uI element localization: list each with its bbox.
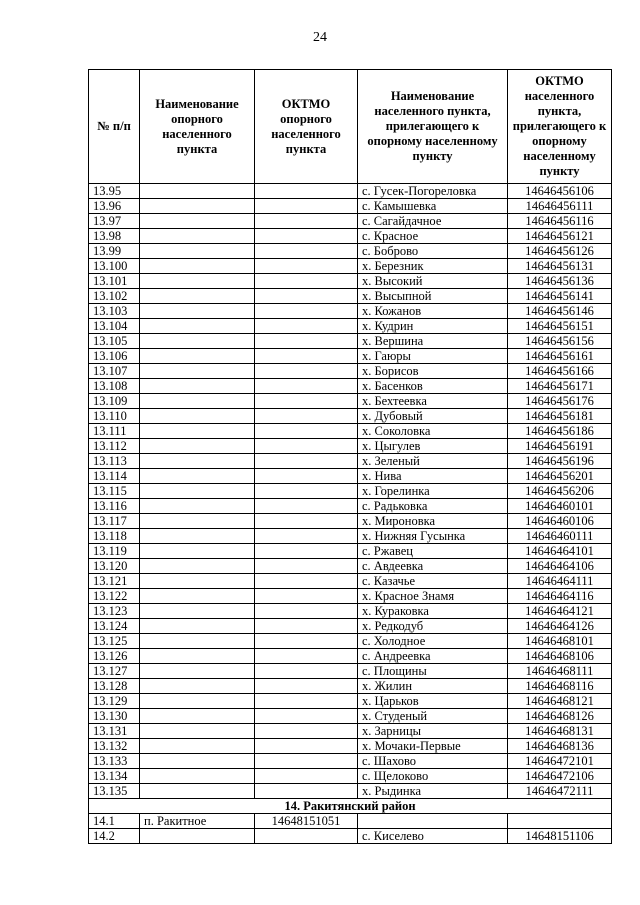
base-settlement [140,634,255,649]
base-settlement [140,469,255,484]
row-number: 13.112 [89,439,140,454]
base-settlement [140,304,255,319]
base-settlement [140,769,255,784]
base-settlement [140,259,255,274]
base-oktmo [255,364,358,379]
table-row [89,199,612,214]
adjacent-settlement: х. Бехтеевка [358,394,508,409]
adjacent-oktmo: 14646456146 [508,304,612,319]
adjacent-oktmo: 14646456191 [508,439,612,454]
adjacent-oktmo: 14646456136 [508,274,612,289]
base-settlement [140,394,255,409]
table-row [89,214,612,229]
row-number: 13.130 [89,709,140,724]
base-settlement [140,709,255,724]
table-row [89,619,612,634]
adjacent-oktmo: 14646456176 [508,394,612,409]
base-oktmo [255,559,358,574]
base-settlement [140,199,255,214]
row-number: 13.102 [89,289,140,304]
header-number: № п/п [89,70,140,184]
row-number: 13.113 [89,454,140,469]
adjacent-settlement: х. Басенков [358,379,508,394]
table-row [89,604,612,619]
base-settlement [140,409,255,424]
base-oktmo [255,784,358,799]
base-settlement [140,184,255,199]
adjacent-settlement: х. Царьков [358,694,508,709]
row-number: 13.107 [89,364,140,379]
base-oktmo [255,244,358,259]
row-number: 13.108 [89,379,140,394]
adjacent-oktmo: 14646456121 [508,229,612,244]
base-settlement [140,649,255,664]
adjacent-oktmo: 14646472111 [508,784,612,799]
table-row [89,664,612,679]
base-oktmo [255,724,358,739]
adjacent-oktmo: 14646464116 [508,589,612,604]
row-number: 13.126 [89,649,140,664]
header-adjacent-oktmo: ОКТМО населенного пункта, прилегающего к опорному населенному пункту [508,70,612,184]
table-row [89,724,612,739]
table-row [89,304,612,319]
table-row [89,229,612,244]
adjacent-settlement: с. Авдеевка [358,559,508,574]
adjacent-settlement: х. Мочаки-Первые [358,739,508,754]
row-number: 13.105 [89,334,140,349]
adjacent-oktmo: 14646468131 [508,724,612,739]
adjacent-settlement: с. Сагайдачное [358,214,508,229]
base-oktmo [255,214,358,229]
base-oktmo [255,334,358,349]
adjacent-settlement: х. Соколовка [358,424,508,439]
row-number: 13.115 [89,484,140,499]
base-settlement [140,229,255,244]
adjacent-oktmo: 14646456186 [508,424,612,439]
adjacent-settlement: х. Гаюры [358,349,508,364]
table-row [89,754,612,769]
adjacent-settlement: с. Андреевка [358,649,508,664]
row-number: 13.127 [89,664,140,679]
adjacent-oktmo: 14646456201 [508,469,612,484]
base-oktmo [255,769,358,784]
header-base-settlement: Наименование опорного населенного пункта [140,70,255,184]
base-settlement [140,829,255,844]
base-settlement [140,289,255,304]
adjacent-settlement: х. Зеленый [358,454,508,469]
base-oktmo [255,394,358,409]
row-number: 13.110 [89,409,140,424]
table-row [89,244,612,259]
row-number: 13.100 [89,259,140,274]
base-oktmo [255,454,358,469]
table-row [89,349,612,364]
base-settlement [140,379,255,394]
base-settlement [140,724,255,739]
base-settlement [140,349,255,364]
adjacent-oktmo: 14646456131 [508,259,612,274]
base-oktmo [255,514,358,529]
base-settlement [140,754,255,769]
table-row [89,529,612,544]
base-settlement [140,424,255,439]
table-row [89,424,612,439]
table-row [89,694,612,709]
row-number: 13.117 [89,514,140,529]
base-settlement [140,454,255,469]
base-oktmo [255,709,358,724]
row-number: 13.128 [89,679,140,694]
base-oktmo [255,379,358,394]
adjacent-settlement: х. Цыгулев [358,439,508,454]
base-oktmo [255,574,358,589]
adjacent-oktmo: 14646456166 [508,364,612,379]
row-number: 13.97 [89,214,140,229]
base-settlement [140,544,255,559]
row-number: 13.109 [89,394,140,409]
adjacent-oktmo: 14646464121 [508,604,612,619]
adjacent-oktmo: 14648151106 [508,829,612,844]
table-row [89,364,612,379]
row-number: 13.119 [89,544,140,559]
adjacent-settlement: с. Ржавец [358,544,508,559]
adjacent-settlement: х. Зарницы [358,724,508,739]
table-row [89,649,612,664]
row-number: 13.96 [89,199,140,214]
table-row [89,499,612,514]
base-settlement [140,664,255,679]
base-oktmo [255,649,358,664]
row-number: 13.101 [89,274,140,289]
row-number: 13.116 [89,499,140,514]
adjacent-settlement: с. Радьковка [358,499,508,514]
header-adjacent-settlement: Наименование населенного пункта, прилегающего к опорному населенному пункту [358,70,508,184]
row-number: 13.120 [89,559,140,574]
adjacent-settlement: х. Березник [358,259,508,274]
row-number: 13.124 [89,619,140,634]
base-oktmo [255,634,358,649]
base-settlement [140,784,255,799]
row-number: 13.129 [89,694,140,709]
row-number: 13.106 [89,349,140,364]
base-settlement [140,589,255,604]
adjacent-settlement: с. Площины [358,664,508,679]
table-row [89,784,612,799]
adjacent-oktmo: 14646464106 [508,559,612,574]
base-oktmo [255,439,358,454]
adjacent-settlement: х. Нижняя Гусынка [358,529,508,544]
adjacent-oktmo: 14646456141 [508,289,612,304]
table-row [89,484,612,499]
adjacent-settlement: с. Казачье [358,574,508,589]
adjacent-settlement: х. Рыдинка [358,784,508,799]
table-row [89,589,612,604]
row-number: 13.118 [89,529,140,544]
adjacent-settlement: х. Кожанов [358,304,508,319]
table-row [89,634,612,649]
table-row [89,814,612,829]
base-settlement [140,604,255,619]
row-number: 13.99 [89,244,140,259]
row-number: 13.134 [89,769,140,784]
base-oktmo [255,469,358,484]
base-oktmo [255,694,358,709]
adjacent-oktmo: 14646456206 [508,484,612,499]
adjacent-oktmo: 14646468136 [508,739,612,754]
base-oktmo [255,274,358,289]
base-settlement [140,619,255,634]
district-heading: 14. Ракитянский район [89,799,612,814]
row-number: 14.1 [89,814,140,829]
row-number: 13.125 [89,634,140,649]
row-number: 13.121 [89,574,140,589]
base-oktmo [255,424,358,439]
table-row [89,379,612,394]
adjacent-settlement: с. Холодное [358,634,508,649]
base-settlement [140,694,255,709]
district-heading-row [89,799,612,814]
adjacent-settlement: х. Кураковка [358,604,508,619]
base-oktmo [255,259,358,274]
adjacent-settlement: х. Горелинка [358,484,508,499]
base-oktmo [255,289,358,304]
base-settlement [140,514,255,529]
table-row [89,514,612,529]
adjacent-oktmo: 14646468126 [508,709,612,724]
adjacent-oktmo: 14646464126 [508,619,612,634]
table-row [89,454,612,469]
adjacent-oktmo: 14646464111 [508,574,612,589]
table-row [89,289,612,304]
table-header-row [89,70,612,184]
adjacent-oktmo: 14646468121 [508,694,612,709]
table-row [89,574,612,589]
row-number: 13.131 [89,724,140,739]
row-number: 13.104 [89,319,140,334]
adjacent-settlement: с. Киселево [358,829,508,844]
base-settlement [140,364,255,379]
adjacent-oktmo: 14646472106 [508,769,612,784]
adjacent-settlement: с. Камышевка [358,199,508,214]
adjacent-settlement: х. Вершина [358,334,508,349]
adjacent-settlement: х. Красное Знамя [358,589,508,604]
base-oktmo [255,619,358,634]
base-oktmo [255,229,358,244]
adjacent-oktmo: 14646456156 [508,334,612,349]
adjacent-settlement: х. Мироновка [358,514,508,529]
row-number: 14.2 [89,829,140,844]
base-oktmo [255,739,358,754]
adjacent-oktmo: 14646456126 [508,244,612,259]
table-row [89,439,612,454]
base-oktmo [255,304,358,319]
base-settlement [140,439,255,454]
base-settlement [140,529,255,544]
row-number: 13.95 [89,184,140,199]
table-row [89,769,612,784]
adjacent-oktmo: 14646460101 [508,499,612,514]
base-oktmo [255,829,358,844]
adjacent-oktmo: 14646460111 [508,529,612,544]
base-oktmo [255,199,358,214]
table-row [89,394,612,409]
adjacent-settlement: с. Щелоково [358,769,508,784]
row-number: 13.133 [89,754,140,769]
base-oktmo [255,349,358,364]
adjacent-oktmo [508,814,612,829]
adjacent-settlement: х. Дубовый [358,409,508,424]
base-settlement: п. Ракитное [140,814,255,829]
adjacent-settlement: х. Редкодуб [358,619,508,634]
adjacent-settlement [358,814,508,829]
row-number: 13.135 [89,784,140,799]
base-settlement [140,499,255,514]
settlements-table [88,69,612,844]
adjacent-settlement: х. Высокий [358,274,508,289]
base-settlement [140,559,255,574]
adjacent-oktmo: 14646468116 [508,679,612,694]
adjacent-oktmo: 14646456111 [508,199,612,214]
row-number: 13.132 [89,739,140,754]
base-settlement [140,244,255,259]
table-row [89,274,612,289]
base-settlement [140,739,255,754]
base-oktmo [255,679,358,694]
adjacent-oktmo: 14646456106 [508,184,612,199]
base-oktmo [255,409,358,424]
page-number: 24 [313,30,327,45]
adjacent-settlement: х. Студеный [358,709,508,724]
table-row [89,544,612,559]
table-row [89,739,612,754]
row-number: 13.122 [89,589,140,604]
table-row [89,469,612,484]
row-number: 13.114 [89,469,140,484]
base-settlement [140,274,255,289]
adjacent-settlement: х. Нива [358,469,508,484]
table-row [89,184,612,199]
base-settlement [140,574,255,589]
table-row [89,559,612,574]
base-oktmo [255,604,358,619]
adjacent-settlement: с. Красное [358,229,508,244]
adjacent-settlement: с. Гусек-Погореловка [358,184,508,199]
base-oktmo [255,484,358,499]
table-row [89,319,612,334]
base-settlement [140,334,255,349]
row-number: 13.123 [89,604,140,619]
base-oktmo [255,544,358,559]
base-settlement [140,679,255,694]
adjacent-oktmo: 14646456181 [508,409,612,424]
base-oktmo: 14648151051 [255,814,358,829]
row-number: 13.111 [89,424,140,439]
row-number: 13.98 [89,229,140,244]
base-oktmo [255,319,358,334]
adjacent-settlement: х. Жилин [358,679,508,694]
base-settlement [140,319,255,334]
adjacent-oktmo: 14646468111 [508,664,612,679]
adjacent-settlement: х. Борисов [358,364,508,379]
adjacent-oktmo: 14646460106 [508,514,612,529]
base-settlement [140,214,255,229]
base-oktmo [255,754,358,769]
adjacent-settlement: х. Кудрин [358,319,508,334]
table-row [89,679,612,694]
adjacent-oktmo: 14646456171 [508,379,612,394]
table-row [89,334,612,349]
table-row [89,709,612,724]
row-number: 13.103 [89,304,140,319]
base-oktmo [255,499,358,514]
adjacent-settlement: с. Шахово [358,754,508,769]
adjacent-oktmo: 14646468106 [508,649,612,664]
header-base-oktmo: ОКТМО опорного населенного пункта [255,70,358,184]
adjacent-settlement: с. Боброво [358,244,508,259]
adjacent-settlement: х. Высыпной [358,289,508,304]
adjacent-oktmo: 14646472101 [508,754,612,769]
base-oktmo [255,664,358,679]
adjacent-oktmo: 14646468101 [508,634,612,649]
table-row [89,829,612,844]
table-row [89,259,612,274]
adjacent-oktmo: 14646464101 [508,544,612,559]
adjacent-oktmo: 14646456151 [508,319,612,334]
base-oktmo [255,184,358,199]
adjacent-oktmo: 14646456116 [508,214,612,229]
table-row [89,409,612,424]
base-oktmo [255,529,358,544]
base-settlement [140,484,255,499]
adjacent-oktmo: 14646456161 [508,349,612,364]
adjacent-oktmo: 14646456196 [508,454,612,469]
base-oktmo [255,589,358,604]
